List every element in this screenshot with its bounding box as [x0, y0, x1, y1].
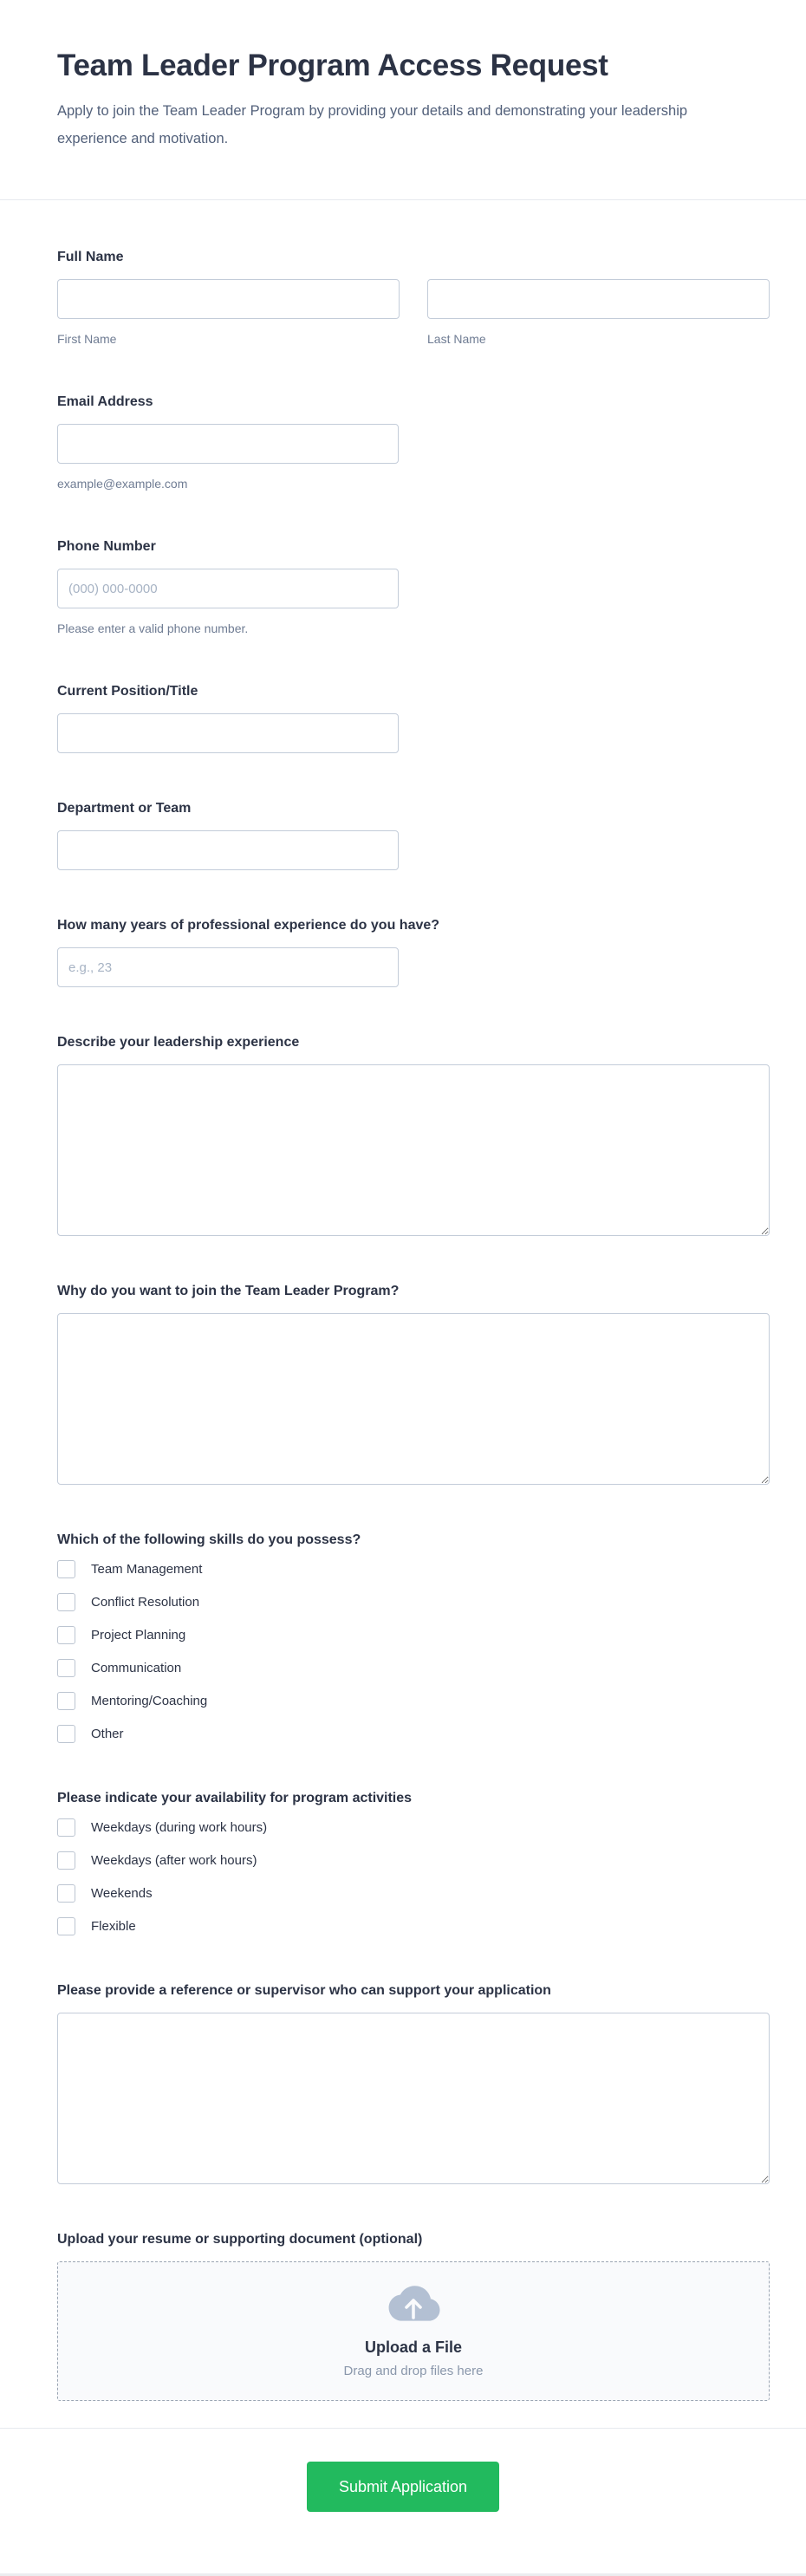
checkbox[interactable] [57, 1917, 75, 1935]
last-name-input[interactable] [427, 279, 770, 319]
first-name-col [57, 279, 400, 347]
cloud-upload-icon [381, 2285, 445, 2328]
field-leadership-experience [57, 1034, 770, 1236]
email-input[interactable] [57, 424, 399, 464]
checkbox[interactable] [57, 1593, 75, 1611]
email-sublabel: example@example.com [57, 477, 188, 491]
field-skills [57, 1532, 770, 1743]
email-label: Email Address [57, 394, 153, 410]
field-experience-years [57, 917, 770, 987]
phone-input[interactable] [57, 569, 399, 608]
field-reference [57, 1982, 770, 2184]
checkbox[interactable] [57, 1659, 75, 1677]
first-name-sublabel: First Name [57, 332, 117, 347]
field-availability [57, 1790, 770, 1935]
department-label: Department or Team [57, 801, 192, 816]
checkbox[interactable] [57, 1725, 75, 1743]
checkbox[interactable] [57, 1818, 75, 1837]
full-name-row [57, 279, 770, 347]
availability-options [57, 1818, 770, 1935]
checkbox-option[interactable] [57, 1593, 770, 1611]
phone-sublabel: Please enter a valid phone number. [57, 621, 249, 636]
form-body [0, 200, 806, 2401]
checkbox[interactable] [57, 1560, 75, 1578]
submit-button[interactable]: Submit Application [307, 2462, 499, 2512]
checkbox-option[interactable] [57, 1884, 770, 1903]
checkbox-option[interactable] [57, 1560, 770, 1578]
field-upload [57, 2231, 770, 2401]
checkbox-option-label: Communication [91, 1661, 182, 1676]
reference-textarea[interactable] [57, 2013, 770, 2184]
checkbox-option-label: Team Management [91, 1562, 203, 1577]
checkbox-option[interactable] [57, 1818, 770, 1837]
leadership-experience-textarea[interactable] [57, 1064, 770, 1236]
checkbox[interactable] [57, 1692, 75, 1710]
field-phone [57, 538, 770, 636]
checkbox-option[interactable] [57, 1917, 770, 1935]
file-upload-dropzone[interactable] [57, 2261, 770, 2401]
checkbox-option[interactable] [57, 1851, 770, 1870]
checkbox-option[interactable] [57, 1725, 770, 1743]
field-email [57, 394, 770, 491]
form-header [0, 0, 806, 200]
checkbox-option-label: Weekdays (after work hours) [91, 1853, 257, 1869]
checkbox-option-label: Weekends [91, 1886, 153, 1902]
reference-label: Please provide a reference or supervisor who can support your application [57, 1983, 551, 1999]
form-footer [0, 2428, 806, 2573]
first-name-input[interactable] [57, 279, 400, 319]
position-label: Current Position/Title [57, 684, 198, 699]
phone-label: Phone Number [57, 539, 156, 555]
upload-button-text[interactable]: Upload a File [364, 2338, 463, 2356]
leadership-experience-label: Describe your leadership experience [57, 1035, 300, 1051]
motivation-textarea[interactable] [57, 1313, 770, 1485]
field-department [57, 800, 770, 870]
field-motivation [57, 1283, 770, 1485]
skills-label: Which of the following skills do you possess? [57, 1532, 361, 1548]
full-name-label: Full Name [57, 250, 124, 265]
form-subtitle: Apply to join the Team Leader Program by providing your details and demonstrating your leadership experience and motivation. [57, 103, 688, 147]
motivation-label: Why do you want to join the Team Leader Program? [57, 1284, 400, 1299]
checkbox-option-label: Conflict Resolution [91, 1595, 200, 1610]
upload-hint: Drag and drop files here [343, 2363, 484, 2378]
department-input[interactable] [57, 830, 399, 870]
field-full-name [57, 249, 770, 347]
position-input[interactable] [57, 713, 399, 753]
experience-years-input[interactable] [57, 947, 399, 987]
checkbox[interactable] [57, 1884, 75, 1903]
availability-label: Please indicate your availability for program activities [57, 1791, 413, 1806]
last-name-col [427, 279, 770, 347]
experience-years-label: How many years of professional experience do you have? [57, 918, 440, 933]
form-title: Team Leader Program Access Request [57, 49, 608, 82]
checkbox[interactable] [57, 1851, 75, 1870]
checkbox-option-label: Weekdays (during work hours) [91, 1820, 268, 1836]
checkbox-option-label: Project Planning [91, 1628, 186, 1643]
checkbox-option[interactable] [57, 1692, 770, 1710]
skills-options [57, 1560, 770, 1743]
upload-label: Upload your resume or supporting document (optional) [57, 2232, 423, 2247]
checkbox-option[interactable] [57, 1626, 770, 1644]
checkbox-option[interactable] [57, 1659, 770, 1677]
field-position [57, 683, 770, 753]
checkbox[interactable] [57, 1626, 75, 1644]
checkbox-option-label: Mentoring/Coaching [91, 1694, 208, 1709]
checkbox-option-label: Other [91, 1727, 124, 1742]
checkbox-option-label: Flexible [91, 1919, 136, 1935]
last-name-sublabel: Last Name [427, 332, 486, 347]
